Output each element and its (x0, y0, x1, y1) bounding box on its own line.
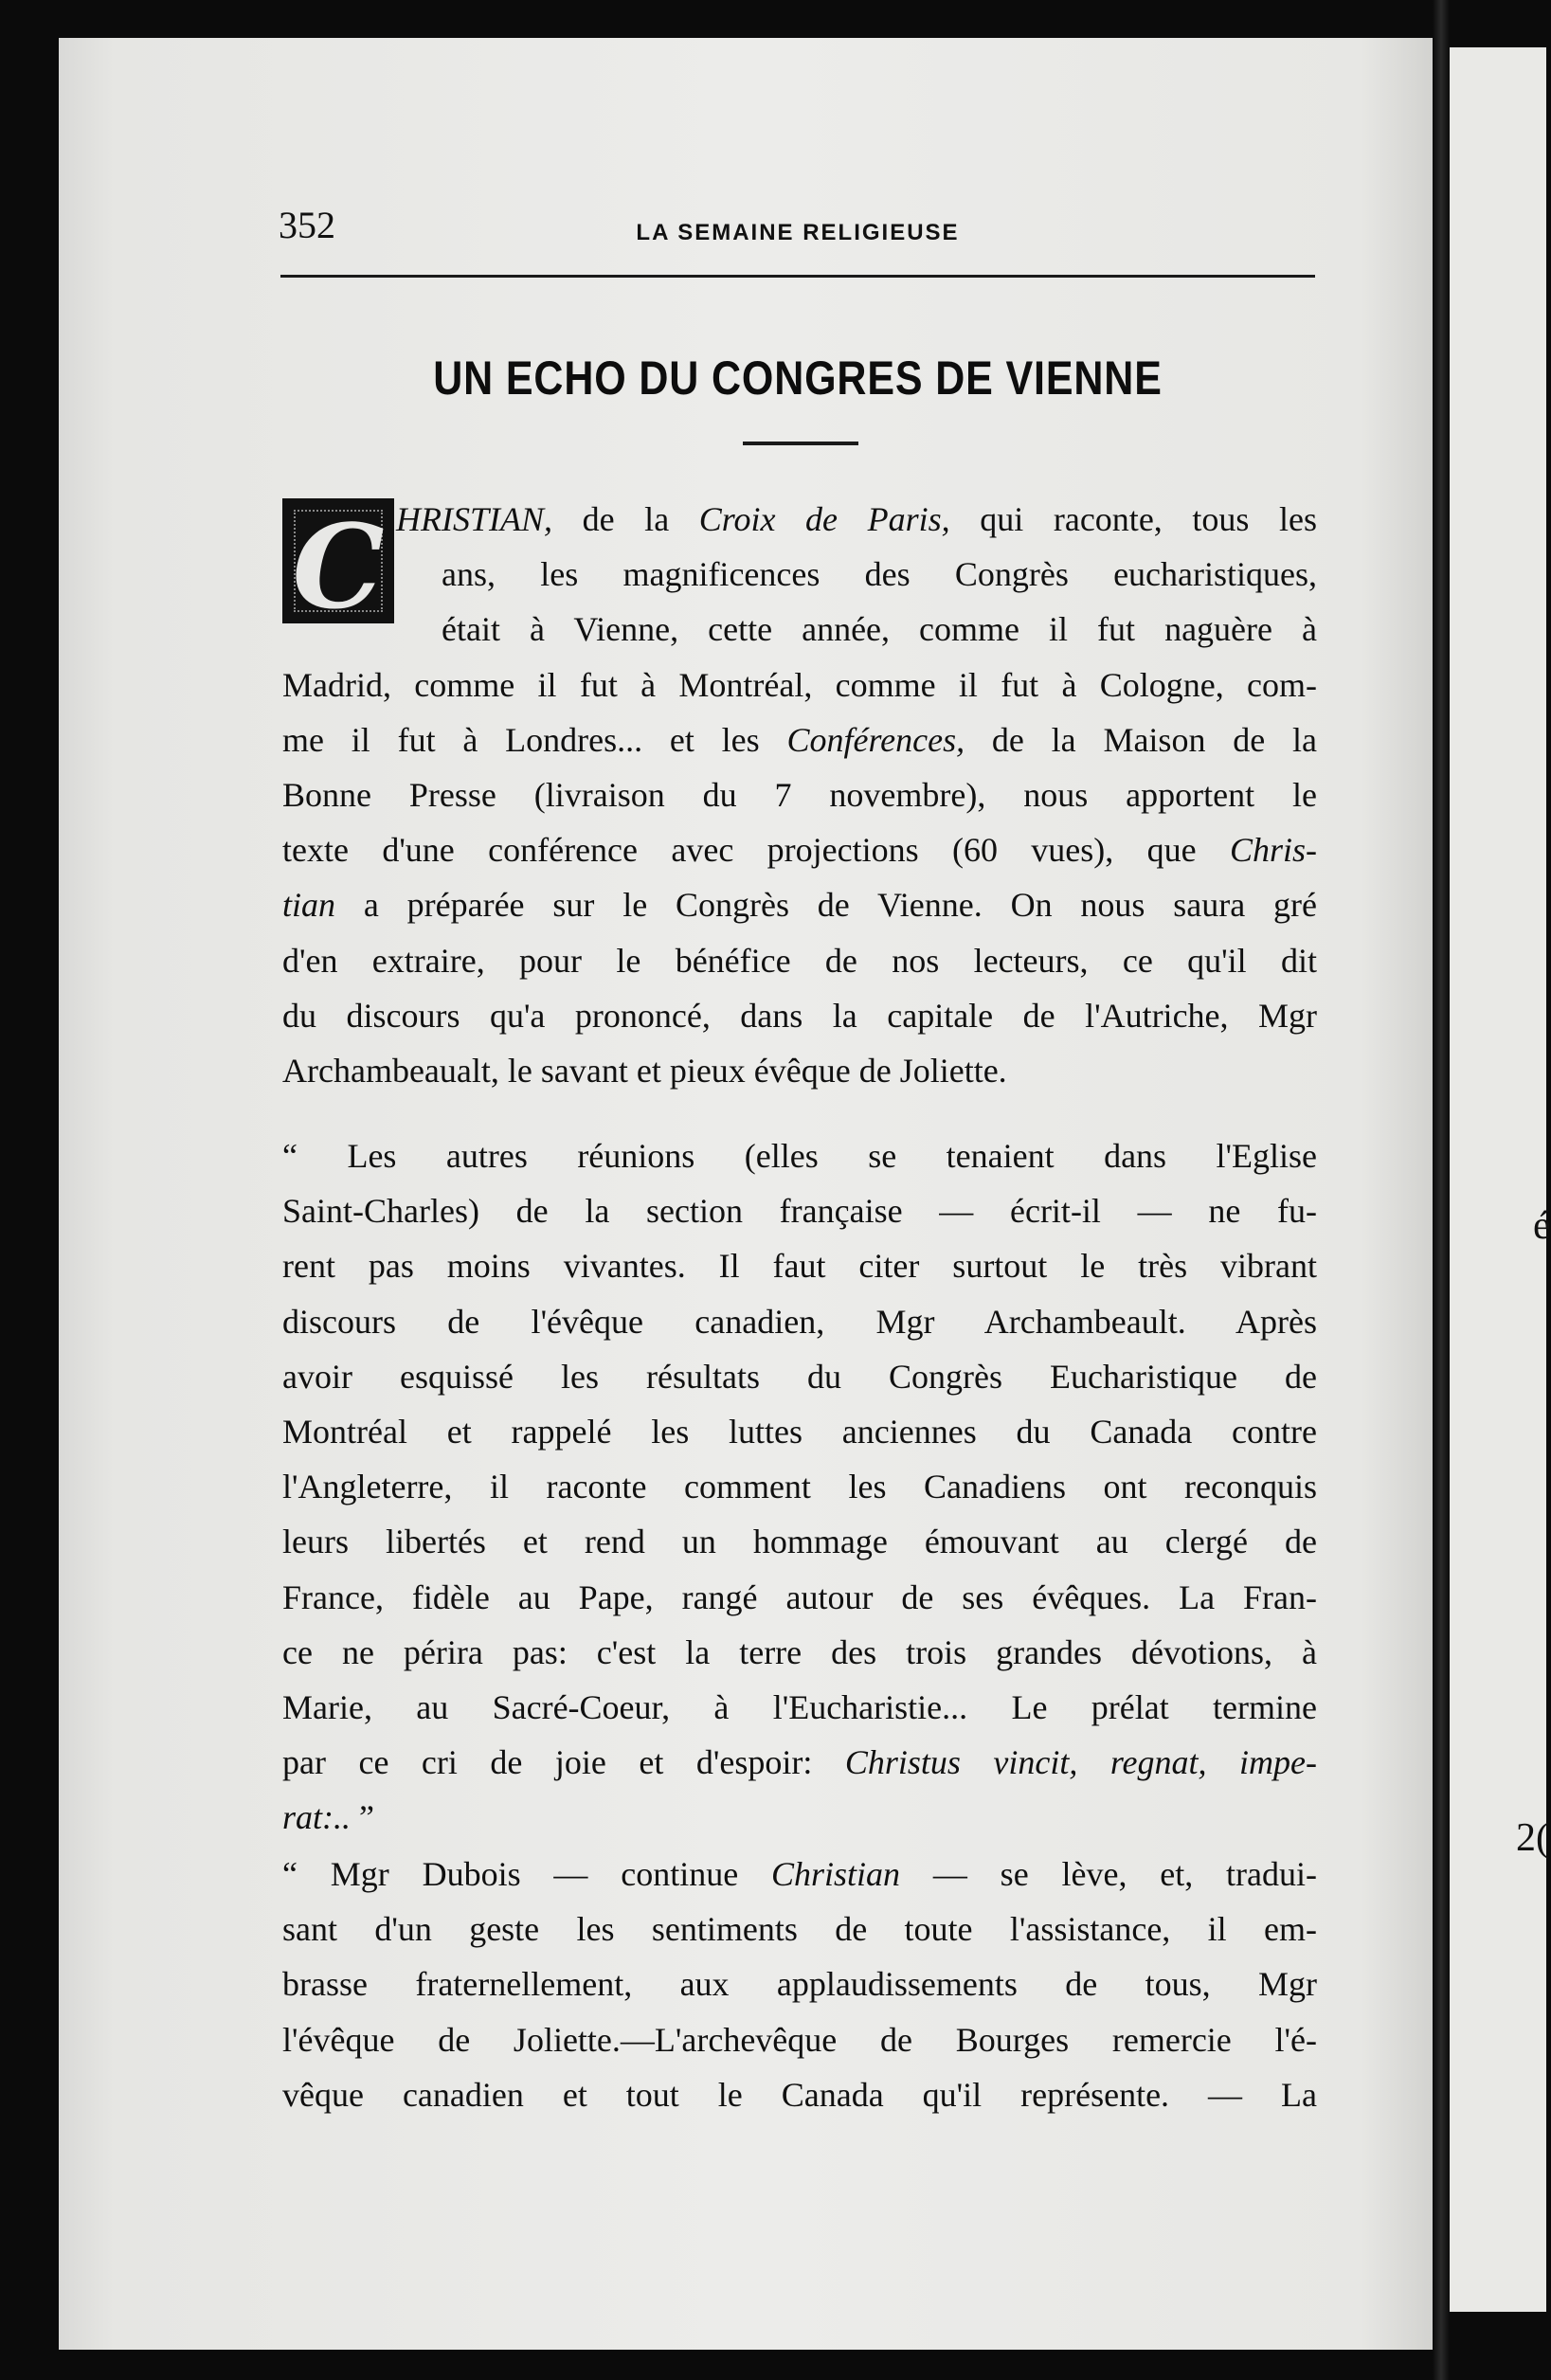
text-run: “ Mgr Dubois — continue (282, 1855, 772, 1893)
text-run: rat:.. (282, 1798, 351, 1837)
text-run: avoir esquissé les résultats du Congrès Eucharistique de (282, 1357, 1317, 1396)
text-run: sant d'un geste les sentiments de toute l'assistance, il em- (282, 1910, 1317, 1949)
text-line (282, 1848, 1317, 1901)
text-line (282, 1957, 1317, 2010)
text-run: ” (351, 1798, 374, 1837)
text-line (442, 603, 1317, 656)
text-line (282, 823, 1317, 876)
text-line (282, 1239, 1317, 1292)
text-run: HRISTIAN, (396, 500, 552, 538)
text-line (282, 658, 1317, 712)
text-run: vêque canadien et tout le Canada qu'il représente. — La (282, 2075, 1317, 2114)
text-run: Marie, au Sacré-Coeur, à l'Eucharistie... Le prélat termine (282, 1688, 1317, 1726)
text-run: du discours qu'a prononcé, dans la capitale de l'Autriche, Mgr (282, 996, 1317, 1035)
text-line (282, 1626, 1317, 1679)
text-line (282, 1571, 1317, 1624)
text-run: Christian (771, 1855, 901, 1893)
text-line (282, 2013, 1317, 2066)
text-line (282, 1405, 1317, 1458)
adjacent-page-fragment: é (1533, 1204, 1551, 1248)
text-line (282, 1350, 1317, 1403)
text-line (282, 934, 1317, 987)
text-run: a préparée sur le Congrès de Vienne. On nous saura gré (335, 886, 1317, 925)
text-run: me il fut à Londres... et les (282, 720, 787, 759)
text-line (282, 1295, 1317, 1348)
text-run: par ce cri de joie et d'espoir: (282, 1743, 845, 1782)
text-run: Madrid, comme il fut à Montréal, comme il fut à Cologne, com- (282, 665, 1317, 704)
text-run: France, fidèle au Pape, rangé autour de ses évêques. La Fran- (282, 1578, 1317, 1616)
text-run: était à Vienne, cette année, comme il fut naguère à (442, 610, 1317, 649)
text-line (282, 768, 1317, 821)
text-line (282, 1184, 1317, 1237)
text-run: Saint-Charles) de la section française — écrit-il — ne fu- (282, 1192, 1317, 1231)
text-run: rent pas moins vivantes. Il faut citer surtout le très vibrant (282, 1247, 1317, 1286)
text-line (282, 1515, 1317, 1568)
page-number: 352 (279, 204, 335, 246)
text-line (282, 1791, 1317, 1844)
page-header (279, 203, 1317, 260)
text-run: texte d'une conférence avec projections (60 vues), que (282, 831, 1230, 870)
text-run: Conférences, (786, 720, 965, 759)
text-line (282, 989, 1317, 1042)
text-line (282, 1129, 1317, 1182)
text-run: Archambeaualt, le savant et pieux évêque de Joliette. (282, 1052, 1007, 1090)
text-run: Chris- (1229, 831, 1317, 870)
text-run: d'en extraire, pour le bénéfice de nos lecteurs, ce qu'il dit (282, 941, 1317, 980)
adjacent-page-edge (1450, 47, 1551, 2312)
text-run: Christus vincit, regnat, impe- (844, 1743, 1317, 1782)
text-run: Montréal et rappelé les luttes anciennes du Canada contre (282, 1413, 1317, 1451)
text-run: l'Angleterre, il raconte comment les Canadiens ont reconquis (282, 1468, 1317, 1506)
text-run: Bonne Presse (livraison du 7 novembre), nous apportent le (282, 776, 1317, 814)
text-run: qui raconte, tous les (949, 500, 1318, 538)
text-run: discours de l'évêque canadien, Mgr Archambeault. Après (282, 1302, 1317, 1341)
text-run: — se lève, et, tradui- (900, 1855, 1318, 1893)
text-line (282, 878, 1317, 931)
text-run: tian (282, 886, 336, 925)
text-line (282, 2068, 1317, 2121)
text-run: l'évêque de Joliette.—L'archevêque de Bourges remercie l'é- (282, 2020, 1317, 2059)
text-run: leurs libertés et rend un hommage émouvant au clergé de (282, 1523, 1317, 1561)
text-line (282, 1681, 1317, 1734)
text-run: Croix de Paris, (698, 500, 950, 538)
header-rule (280, 275, 1315, 278)
article-title: UN ECHO DU CONGRES DE VIENNE (433, 352, 1163, 405)
dropcap-letter: C (292, 498, 385, 635)
adjacent-page-fragment: 2( (1516, 1816, 1549, 1860)
text-line (282, 1044, 1317, 1097)
text-line (442, 548, 1317, 601)
text-line (282, 1902, 1317, 1956)
text-run: ans, les magnificences des Congrès eucharistiques, (442, 555, 1317, 594)
page-gutter (1433, 0, 1450, 2380)
text-line (282, 1460, 1317, 1513)
text-line (396, 493, 1317, 546)
text-run: de la (552, 500, 699, 538)
text-line (282, 1736, 1317, 1789)
text-run: de la Maison de la (965, 720, 1317, 759)
title-rule (743, 442, 858, 445)
text-run: ce ne périra pas: c'est la terre des trois grandes dévotions, à (282, 1632, 1317, 1671)
text-run: “ Les autres réunions (elles se tenaient dans l'Eglise (282, 1137, 1317, 1175)
dropcap-ornament (282, 498, 394, 635)
text-line (282, 713, 1317, 766)
text-run: brasse fraternellement, aux applaudissements de tous, Mgr (282, 1965, 1317, 2004)
running-title: LA SEMAINE RELIGIEUSE (636, 220, 960, 245)
